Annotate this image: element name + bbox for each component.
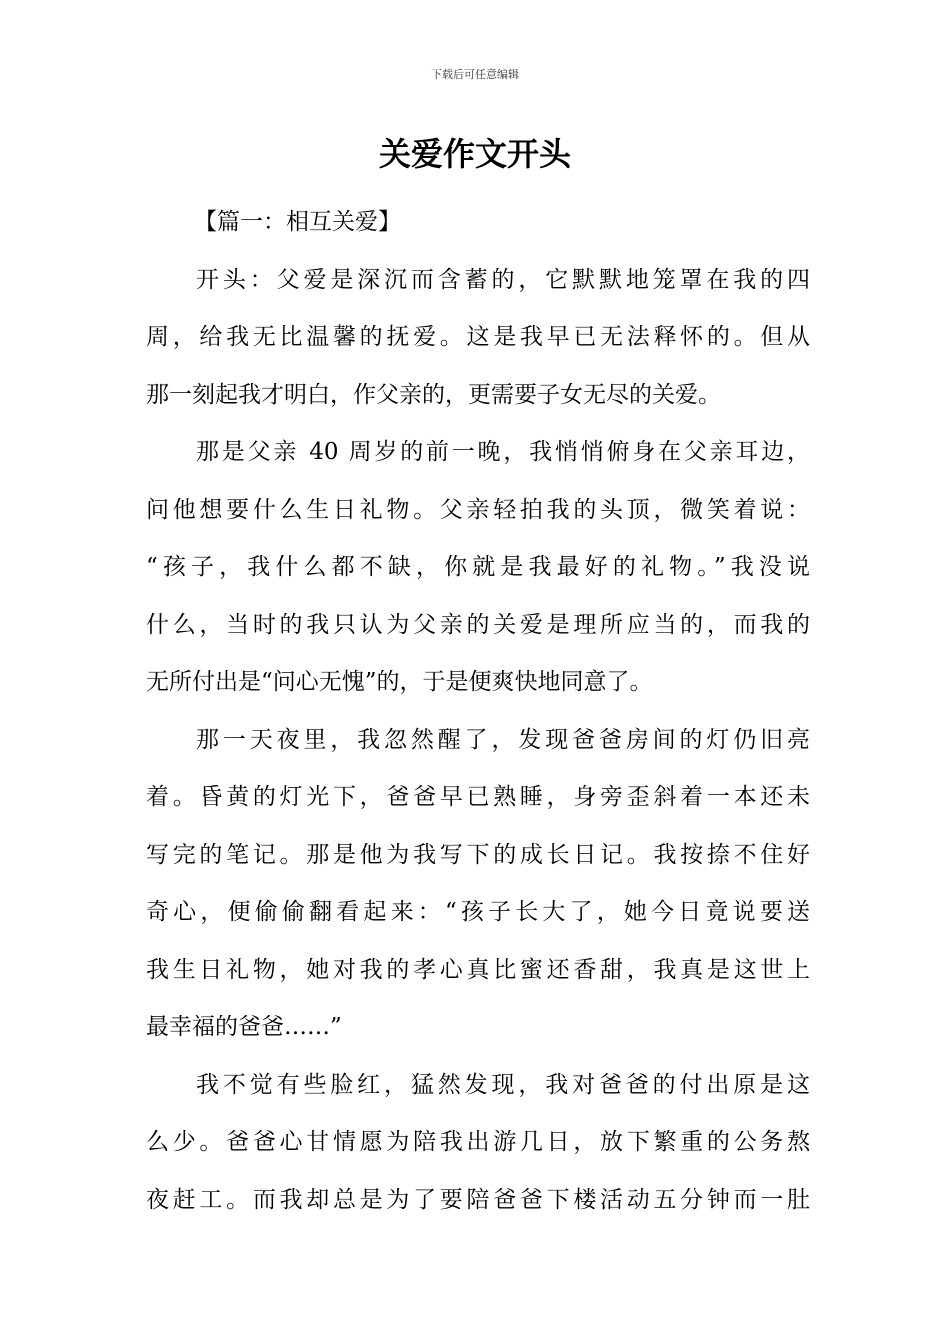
text-line: 那是父亲 40 周岁的前一晚，我悄悄俯身在父亲耳边， bbox=[196, 439, 810, 465]
text-line: 么少。爸爸心甘情愿为陪我出游几日，放下繁重的公务熬 bbox=[146, 1129, 810, 1155]
paragraph-1 bbox=[146, 252, 810, 425]
text-line: 奇心，便偷偷翻看起来：“孩子长大了，她今日竟说要送 bbox=[146, 899, 810, 925]
document-title: 关爱作文开头 bbox=[378, 135, 571, 173]
text-line: 开头：父爱是深沉而含蓄的，它默默地笼罩在我的四 bbox=[196, 266, 810, 293]
section-heading: 【篇一：相互关爱】 bbox=[194, 209, 401, 235]
paragraph-4 bbox=[146, 1057, 810, 1230]
text-line: “孩子，我什么都不缺，你就是我最好的礼物。”我没说 bbox=[146, 554, 810, 580]
text-line: 那一刻起我才明白，作父亲的，更需要子女无尽的关爱。 bbox=[146, 381, 721, 408]
page-header-note: 下载后可任意编辑 bbox=[431, 68, 519, 81]
text-line: 问他想要什么生日礼物。父亲轻拍我的头顶，微笑着说： bbox=[146, 496, 810, 523]
text-line: 我生日礼物，她对我的孝心真比蜜还香甜，我真是这世上 bbox=[146, 956, 810, 983]
paragraph-3 bbox=[146, 712, 810, 1057]
text-line: 写完的笔记。那是他为我写下的成长日记。我按捺不住好 bbox=[146, 841, 810, 868]
text-line: 无所付出是“问心无愧”的，于是便爽快地同意了。 bbox=[146, 669, 653, 695]
text-line: 最幸福的爸爸……” bbox=[146, 1014, 342, 1040]
document-body bbox=[146, 194, 810, 1229]
text-line: 我不觉有些脸红，猛然发现，我对爸爸的付出原是这 bbox=[196, 1071, 810, 1098]
text-line: 夜赶工。而我却总是为了要陪爸爸下楼活动五分钟而一肚 bbox=[146, 1186, 810, 1213]
text-line: 那一天夜里，我忽然醒了，发现爸爸房间的灯仍旧亮 bbox=[196, 726, 810, 753]
text-line: 周，给我无比温馨的抚爱。这是我早已无法释怀的。但从 bbox=[146, 324, 810, 350]
text-line: 什么，当时的我只认为父亲的关爱是理所应当的，而我的 bbox=[146, 611, 810, 638]
paragraph-2 bbox=[146, 424, 810, 712]
text-line: 着。昏黄的灯光下，爸爸早已熟睡，身旁歪斜着一本还未 bbox=[146, 784, 810, 810]
